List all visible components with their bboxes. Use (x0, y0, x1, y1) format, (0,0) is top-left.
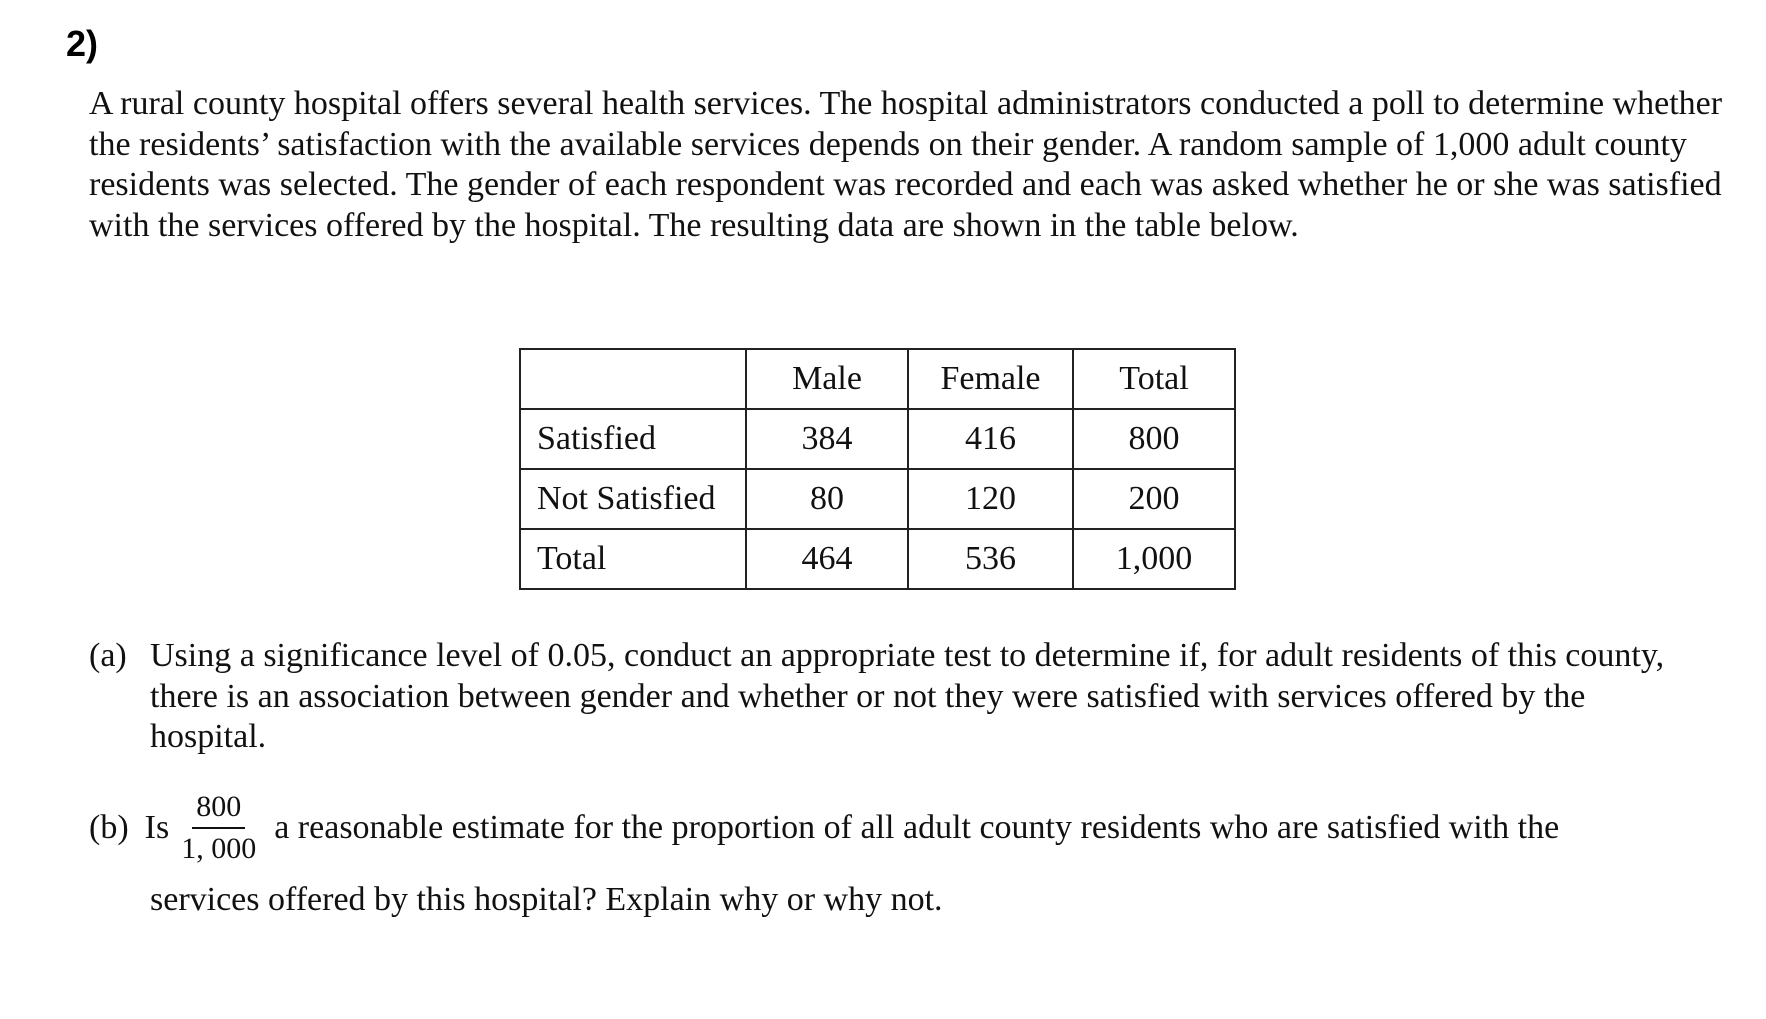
question-number: 2) (66, 23, 99, 64)
table-header-row (520, 349, 1235, 409)
table-cell: 384 (746, 409, 908, 469)
table-cell: 800 (1073, 409, 1235, 469)
problem-intro: A rural county hospital offers several health services. The hospital administrators conducted a poll to determine whether the residents’ satisfaction with the available services depends on their gender. A random sample of 1,000 adult county residents was selected. The gender of each respondent was recorded and each was asked whether he or she was satisfied with the services offered by the hospital. The resulting data are shown in the table below. (89, 85, 1723, 244)
part-b (89, 790, 1559, 866)
table-cell: 416 (908, 409, 1073, 469)
table-cell: 120 (908, 469, 1073, 529)
row-label-satisfied: Satisfied (520, 409, 746, 469)
fraction-denominator: 1, 000 (181, 832, 257, 865)
part-b-lead: Is (144, 809, 170, 846)
row-label-not-satisfied: Not Satisfied (520, 469, 746, 529)
table-cell: 536 (908, 529, 1073, 589)
column-header-total: Total (1073, 349, 1235, 409)
table-cell: 80 (746, 469, 908, 529)
part-a (89, 636, 1709, 758)
table-row (520, 469, 1235, 529)
table-cell: 464 (746, 529, 908, 589)
table-row (520, 409, 1235, 469)
table-cell: 200 (1073, 469, 1235, 529)
column-header-male: Male (746, 349, 908, 409)
fraction-numerator: 800 (192, 790, 245, 829)
part-b-label: (b) (89, 809, 129, 846)
fraction (181, 790, 256, 866)
part-a-text: Using a significance level of 0.05, conduct an appropriate test to determine if, for adult residents of this county, there is an association between gender and whether or not they were satisfied with services offered by the hospital. (150, 637, 1665, 755)
part-b-text: a reasonable estimate for the proportion of all adult county residents who are satisfied with the (274, 809, 1560, 846)
contingency-table (519, 348, 1236, 590)
part-a-label: (a) (89, 637, 127, 674)
part-b-continuation: services offered by this hospital? Explain why or why not. (150, 881, 943, 918)
table-row (520, 529, 1235, 589)
table-corner-cell (520, 349, 746, 409)
row-label-total: Total (520, 529, 746, 589)
table-cell: 1,000 (1073, 529, 1235, 589)
column-header-female: Female (908, 349, 1073, 409)
